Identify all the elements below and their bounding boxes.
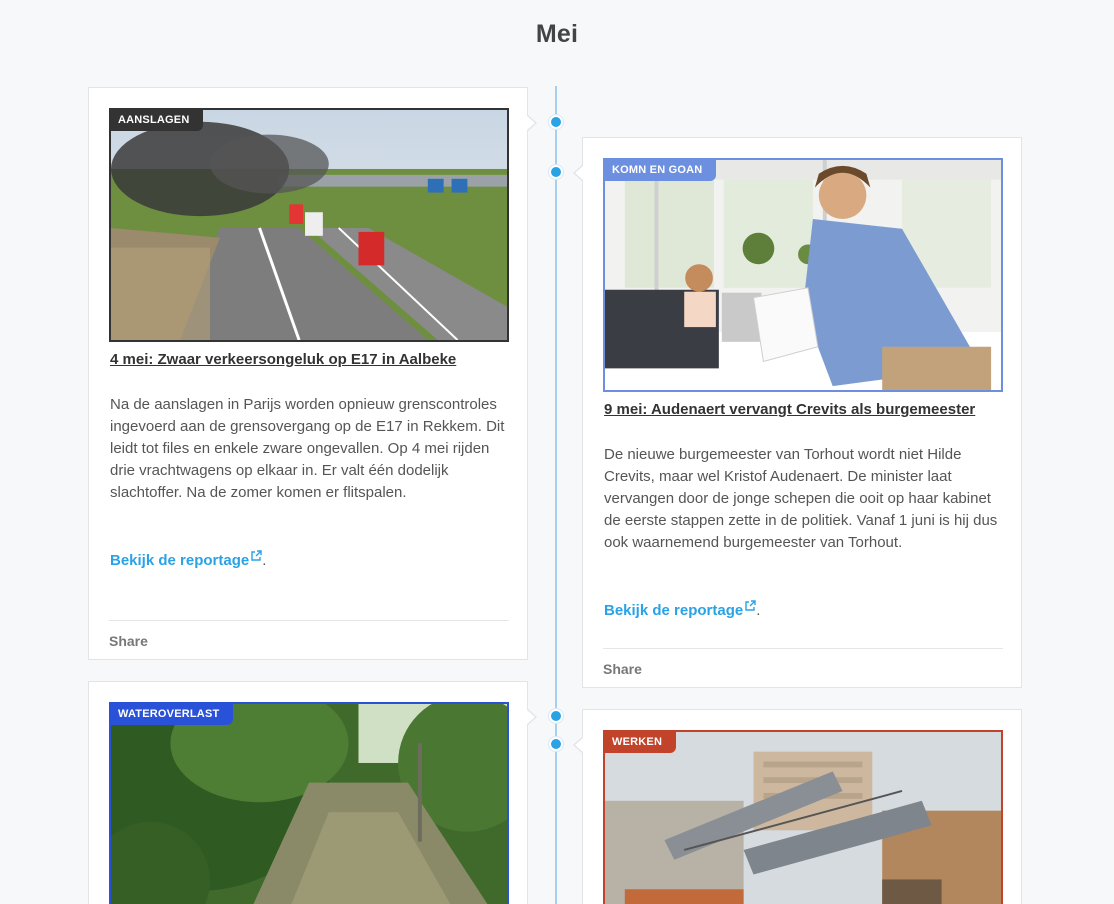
card-photo[interactable] — [603, 158, 1003, 392]
card-pointer — [573, 736, 583, 754]
office-desk-icon — [605, 160, 1001, 390]
card-photo[interactable] — [109, 108, 509, 342]
card-photo[interactable] — [109, 702, 509, 904]
category-tag: KOMN EN GOAN — [605, 160, 716, 181]
category-tag: WATEROVERLAST — [111, 704, 233, 725]
reportage-link-label: Bekijk de reportage — [110, 552, 250, 569]
link-period: . — [262, 552, 267, 569]
external-link-icon — [251, 550, 262, 561]
card-title-link[interactable]: 9 mei: Audenaert vervangt Crevits als burgemeester — [604, 401, 976, 418]
month-title: Mei — [535, 20, 579, 48]
category-tag: AANSLAGEN — [111, 110, 203, 131]
card-title-link[interactable]: 4 mei: Zwaar verkeersongeluk op E17 in Aalbeke — [110, 351, 457, 368]
share-button[interactable]: Share — [109, 633, 148, 649]
card-pointer — [527, 708, 537, 726]
timeline-dot — [549, 115, 563, 129]
collapsed-crane-icon — [605, 732, 1001, 904]
card-body-text: De nieuwe burgemeester van Torhout wordt niet Hilde Crevits, maar wel Kristof Audenaert. De minister laat vervangen door de jonge schepen die ooit op haar kabinet de eerste stappen zette in de politiek. Vanaf 1 juni is hij dus ook waarnemend burgemeester van Torhout. — [604, 446, 998, 551]
timeline-line — [555, 86, 557, 904]
external-link-icon — [745, 600, 756, 611]
card-divider — [109, 620, 509, 621]
share-button[interactable]: Share — [603, 661, 642, 677]
link-period: . — [756, 602, 761, 619]
reportage-link[interactable] — [604, 600, 760, 619]
reportage-link-label: Bekijk de reportage — [604, 602, 744, 619]
card-body-text: Na de aanslagen in Parijs worden opnieuw grenscontroles ingevoerd aan de grensovergang op de E17 in Rekkem. Dit leidt tot files en enkele zware ongevallen. Op 4 mei rijden drie vrachtwagens op elkaar in. Er valt één dodelijk slachtoffer. Na de zomer komen er flitspalen. — [110, 396, 505, 501]
card-pointer — [527, 114, 537, 132]
timeline-card — [582, 709, 1022, 904]
timeline-dot — [549, 165, 563, 179]
card-divider — [603, 648, 1003, 649]
timeline-dot — [549, 737, 563, 751]
flooded-road-icon — [111, 704, 507, 904]
card-photo[interactable] — [603, 730, 1003, 904]
timeline-card — [88, 681, 528, 904]
timeline-card — [582, 137, 1022, 688]
timeline-card — [88, 87, 528, 660]
category-tag: WERKEN — [605, 732, 676, 753]
highway-accident-icon — [111, 110, 507, 340]
reportage-link[interactable] — [110, 550, 266, 569]
card-pointer — [573, 164, 583, 182]
timeline-dot — [549, 709, 563, 723]
